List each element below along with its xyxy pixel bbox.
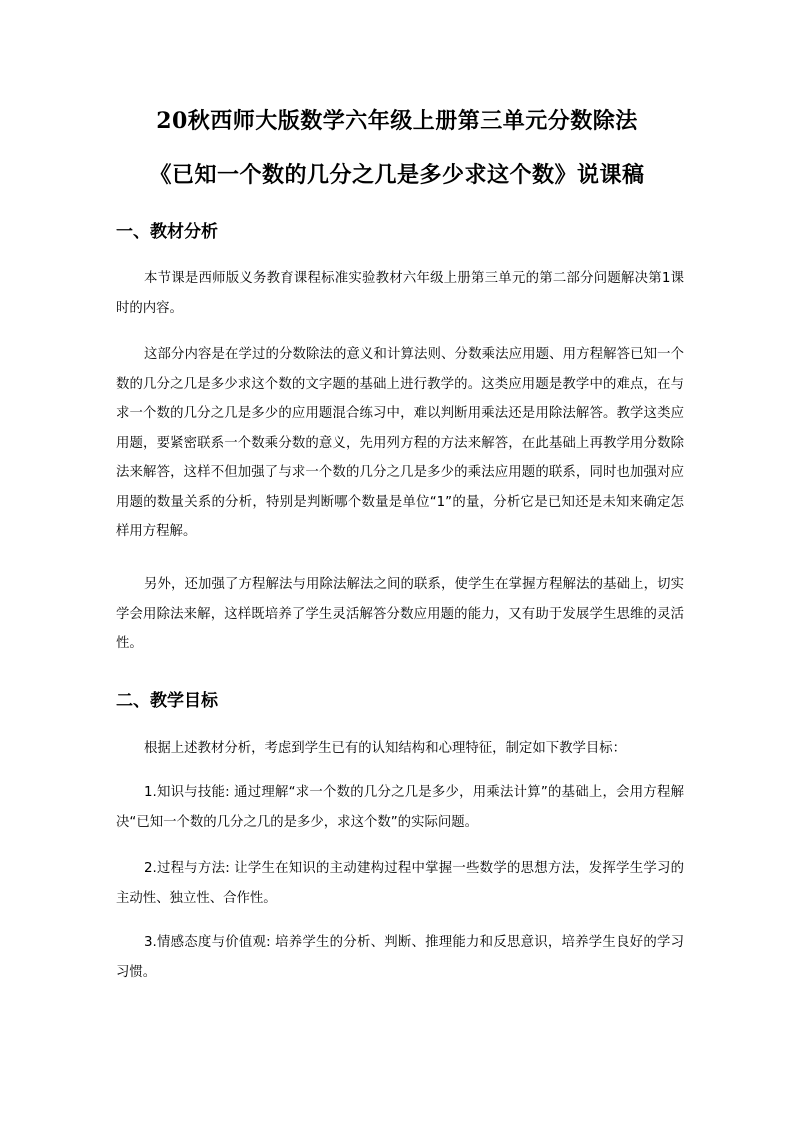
document-title-line1: 20秋西师大版数学六年级上册第三单元分数除法 — [156, 108, 638, 134]
document-title-line2: 《已知一个数的几分之几是多少求这个数》说课稿 — [149, 162, 645, 188]
paragraph: 这部分内容是在学过的分数除法的意义和计算法则、分数乘法应用题、用方程解答已知一个数的几分之几是多少求这个数的文字题的基础上进行教学的。这类应用题是教学中的难点，在与求一个数的几分之几是多少的应用题混合练习中，难以判断用乘法还是用除法解答。教学这类应用题，要紧密联系一个数乘分数的意义，先用列方程的方法来解答，在此基础上再教学用分数除法来解答，这样不但加强了与求一个数的几分之几是多少的乘法应用题的联系，同时也加强对应用题的数量关系的分析，特别是判断哪个数量是单位“1”的量，分析它是已知还是未知来确定怎样用方程解。 — [116, 347, 684, 539]
paragraph: 2.过程与方法: 让学生在知识的主动建构过程中掌握一些数学的思想方法，发挥学生学习的主动性、独立性、合作性。 — [116, 861, 684, 906]
paragraph: 另外，还加强了方程解法与用除法解法之间的联系，使学生在掌握方程解法的基础上，切实学会用除法来解，这样既培养了学生灵活解答分数应用题的能力，又有助于发展学生思维的灵活性。 — [116, 577, 684, 651]
paragraph: 1.知识与技能: 通过理解“求一个数的几分之几是多少，用乘法计算”的基础上，会用方程解决“已知一个数的几分之几的是多少，求这个数”的实际问题。 — [116, 785, 684, 830]
section-heading-textbook-analysis: 一、教材分析 — [116, 222, 218, 242]
paragraph: 本节课是西师版义务教育课程标准实验教材六年级上册第三单元的第二部分问题解决第1课时的内容。 — [116, 271, 684, 316]
section-heading-teaching-goals: 二、教学目标 — [116, 691, 218, 711]
paragraph: 3.情感态度与价值观: 培养学生的分析、判断、推理能力和反思意识，培养学生良好的学习习惯。 — [116, 935, 684, 980]
paragraph: 根据上述教材分析，考虑到学生已有的认知结构和心理特征，制定如下教学目标： — [144, 741, 627, 756]
